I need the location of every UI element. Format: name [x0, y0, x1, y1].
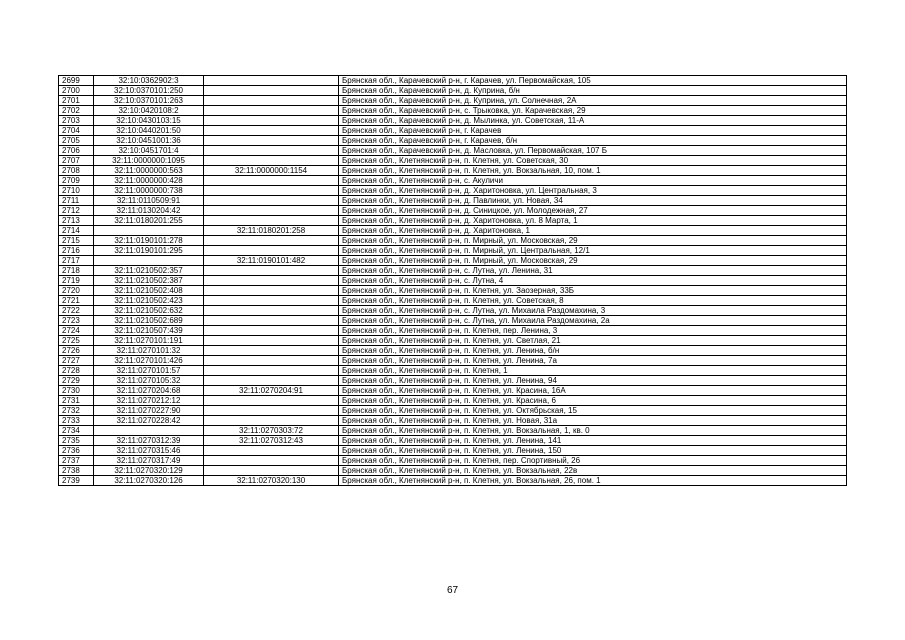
related-cadastral-number-cell [204, 186, 339, 196]
address-cell: Брянская обл., Клетнянский р-н, п. Клетня, ул. Ленина, 94 [339, 376, 847, 386]
cadastral-number-cell: 32:11:0270227:90 [94, 406, 204, 416]
related-cadastral-number-cell [204, 316, 339, 326]
address-cell: Брянская обл., Клетнянский р-н, п. Клетня, ул. Вокзальная, 1, кв. 0 [339, 426, 847, 436]
address-cell: Брянская обл., Клетнянский р-н, с. Акуличи [339, 176, 847, 186]
cadastral-number-cell: 32:11:0210502:689 [94, 316, 204, 326]
address-cell: Брянская обл., Клетнянский р-н, п. Клетня, ул. Советская, 30 [339, 156, 847, 166]
row-number-cell: 2722 [59, 306, 94, 316]
address-cell: Брянская обл., Клетнянский р-н, с. Лутна, 4 [339, 276, 847, 286]
cadastral-number-cell: 32:10:0451001:36 [94, 136, 204, 146]
table-row [59, 326, 847, 336]
cadastral-number-cell: 32:10:0370101:250 [94, 86, 204, 96]
related-cadastral-number-cell [204, 206, 339, 216]
address-cell: Брянская обл., Карачевский р-н, д. Масловка, ул. Первомайская, 107 Б [339, 146, 847, 156]
row-number-cell: 2736 [59, 446, 94, 456]
table-row [59, 116, 847, 126]
row-number-cell: 2713 [59, 216, 94, 226]
row-number-cell: 2720 [59, 286, 94, 296]
table-row [59, 276, 847, 286]
table-row [59, 346, 847, 356]
table-row [59, 126, 847, 136]
row-number-cell: 2702 [59, 106, 94, 116]
cadastral-number-cell: 32:11:0270315:46 [94, 446, 204, 456]
cadastral-number-cell: 32:11:0210502:423 [94, 296, 204, 306]
row-number-cell: 2727 [59, 356, 94, 366]
address-cell: Брянская обл., Клетнянский р-н, п. Клетня, ул. Красина, 16А [339, 386, 847, 396]
cadastral-number-cell: 32:11:0270317:49 [94, 456, 204, 466]
related-cadastral-number-cell: 32:11:0270204:91 [204, 386, 339, 396]
row-number-cell: 2728 [59, 366, 94, 376]
table-row [59, 146, 847, 156]
address-cell: Брянская обл., Клетнянский р-н, д. Синицкое, ул. Молодежная, 27 [339, 206, 847, 216]
table-row [59, 456, 847, 466]
table-row [59, 366, 847, 376]
table-row [59, 406, 847, 416]
address-cell: Брянская обл., Карачевский р-н, д. Куприна, ул. Солнечная, 2А [339, 96, 847, 106]
related-cadastral-number-cell [204, 296, 339, 306]
address-cell: Брянская обл., Карачевский р-н, д. Куприна, б/н [339, 86, 847, 96]
cadastral-number-cell: 32:11:0210502:632 [94, 306, 204, 316]
table-row [59, 376, 847, 386]
table-row [59, 196, 847, 206]
related-cadastral-number-cell: 32:11:0270312:43 [204, 436, 339, 446]
row-number-cell: 2723 [59, 316, 94, 326]
cadastral-number-cell: 32:11:0270320:126 [94, 476, 204, 486]
address-cell: Брянская обл., Клетнянский р-н, с. Лутна, ул. Михаила Раздомахина, 3 [339, 306, 847, 316]
cadastral-number-cell: 32:11:0270105:32 [94, 376, 204, 386]
table-row [59, 106, 847, 116]
address-cell: Брянская обл., Клетнянский р-н, с. Лутна, ул. Михаила Раздомахина, 2а [339, 316, 847, 326]
cadastral-number-cell: 32:10:0430103:15 [94, 116, 204, 126]
related-cadastral-number-cell [204, 156, 339, 166]
cadastral-number-cell: 32:11:0210502:357 [94, 266, 204, 276]
cadastral-number-cell: 32:10:0362902:3 [94, 76, 204, 86]
row-number-cell: 2725 [59, 336, 94, 346]
address-cell: Брянская обл., Клетнянский р-н, п. Мирный, ул. Центральная, 12/1 [339, 246, 847, 256]
related-cadastral-number-cell: 32:11:0270320:130 [204, 476, 339, 486]
address-cell: Брянская обл., Клетнянский р-н, д. Харитоновка, ул. 8 Марта, 1 [339, 216, 847, 226]
table-row [59, 446, 847, 456]
row-number-cell: 2717 [59, 256, 94, 266]
cadastral-number-cell [94, 426, 204, 436]
row-number-cell: 2701 [59, 96, 94, 106]
related-cadastral-number-cell [204, 366, 339, 376]
address-cell: Брянская обл., Клетнянский р-н, п. Мирный, ул. Московская, 29 [339, 236, 847, 246]
table-row [59, 416, 847, 426]
related-cadastral-number-cell [204, 306, 339, 316]
row-number-cell: 2703 [59, 116, 94, 126]
address-cell: Брянская обл., Клетнянский р-н, с. Лутна, ул. Ленина, 31 [339, 266, 847, 276]
related-cadastral-number-cell [204, 236, 339, 246]
row-number-cell: 2711 [59, 196, 94, 206]
row-number-cell: 2704 [59, 126, 94, 136]
address-cell: Брянская обл., Клетнянский р-н, п. Клетня, ул. Красина, 6 [339, 396, 847, 406]
cadastral-number-cell: 32:11:0000000:428 [94, 176, 204, 186]
row-number-cell: 2734 [59, 426, 94, 436]
related-cadastral-number-cell [204, 216, 339, 226]
row-number-cell: 2732 [59, 406, 94, 416]
table-row [59, 266, 847, 276]
cadastral-number-cell: 32:10:0440201:50 [94, 126, 204, 136]
registry-table-body [59, 76, 847, 486]
row-number-cell: 2726 [59, 346, 94, 356]
address-cell: Брянская обл., Клетнянский р-н, п. Клетня, ул. Ленина, 141 [339, 436, 847, 446]
address-cell: Брянская обл., Карачевский р-н, г. Карачев, ул. Первомайская, 105 [339, 76, 847, 86]
related-cadastral-number-cell [204, 416, 339, 426]
address-cell: Брянская обл., Клетнянский р-н, п. Клетня, ул. Светлая, 21 [339, 336, 847, 346]
table-row [59, 136, 847, 146]
cadastral-number-cell: 32:11:0270101:426 [94, 356, 204, 366]
table-row [59, 166, 847, 176]
row-number-cell: 2733 [59, 416, 94, 426]
address-cell: Брянская обл., Клетнянский р-н, п. Клетня, ул. Ленина, 150 [339, 446, 847, 456]
table-row [59, 386, 847, 396]
related-cadastral-number-cell [204, 116, 339, 126]
related-cadastral-number-cell [204, 446, 339, 456]
cadastral-number-cell: 32:11:0270101:32 [94, 346, 204, 356]
related-cadastral-number-cell [204, 106, 339, 116]
cadastral-number-cell: 32:11:0270101:191 [94, 336, 204, 346]
cadastral-number-cell: 32:11:0270204:68 [94, 386, 204, 396]
row-number-cell: 2710 [59, 186, 94, 196]
row-number-cell: 2707 [59, 156, 94, 166]
related-cadastral-number-cell [204, 176, 339, 186]
related-cadastral-number-cell [204, 376, 339, 386]
related-cadastral-number-cell [204, 196, 339, 206]
table-row [59, 236, 847, 246]
related-cadastral-number-cell [204, 336, 339, 346]
related-cadastral-number-cell [204, 466, 339, 476]
table-row [59, 176, 847, 186]
address-cell: Брянская обл., Карачевский р-н, с. Трыковка, ул. Карачевская, 29 [339, 106, 847, 116]
table-row [59, 216, 847, 226]
table-row [59, 186, 847, 196]
address-cell: Брянская обл., Клетнянский р-н, д. Павлинки, ул. Новая, 34 [339, 196, 847, 206]
cadastral-number-cell: 32:11:0000000:563 [94, 166, 204, 176]
cadastral-number-cell: 32:11:0190101:295 [94, 246, 204, 256]
row-number-cell: 2730 [59, 386, 94, 396]
row-number-cell: 2735 [59, 436, 94, 446]
cadastral-number-cell [94, 256, 204, 266]
cadastral-number-cell: 32:11:0270312:39 [94, 436, 204, 446]
table-row [59, 436, 847, 446]
cadastral-number-cell: 32:11:0000000:738 [94, 186, 204, 196]
table-row [59, 96, 847, 106]
related-cadastral-number-cell [204, 86, 339, 96]
related-cadastral-number-cell [204, 346, 339, 356]
table-row [59, 316, 847, 326]
table-row [59, 306, 847, 316]
table-row [59, 226, 847, 236]
related-cadastral-number-cell [204, 266, 339, 276]
row-number-cell: 2706 [59, 146, 94, 156]
table-row [59, 396, 847, 406]
row-number-cell: 2699 [59, 76, 94, 86]
cadastral-number-cell: 32:11:0210502:387 [94, 276, 204, 286]
related-cadastral-number-cell [204, 456, 339, 466]
related-cadastral-number-cell [204, 326, 339, 336]
related-cadastral-number-cell [204, 136, 339, 146]
related-cadastral-number-cell [204, 406, 339, 416]
related-cadastral-number-cell [204, 96, 339, 106]
row-number-cell: 2724 [59, 326, 94, 336]
page-number: 67 [446, 585, 459, 596]
table-row [59, 76, 847, 86]
cadastral-number-cell: 32:11:0180201:255 [94, 216, 204, 226]
table-row [59, 356, 847, 366]
cadastral-number-cell: 32:11:0130204:42 [94, 206, 204, 216]
related-cadastral-number-cell [204, 286, 339, 296]
address-cell: Брянская обл., Клетнянский р-н, п. Клетня, ул. Новая, 31а [339, 416, 847, 426]
row-number-cell: 2705 [59, 136, 94, 146]
address-cell: Брянская обл., Клетнянский р-н, п. Мирный, ул. Московская, 29 [339, 256, 847, 266]
table-row [59, 476, 847, 486]
table-row [59, 286, 847, 296]
table-row [59, 86, 847, 96]
address-cell: Брянская обл., Клетнянский р-н, п. Клетня, ул. Ленина, 7а [339, 356, 847, 366]
row-number-cell: 2738 [59, 466, 94, 476]
related-cadastral-number-cell [204, 276, 339, 286]
cadastral-number-cell: 32:11:0000000:1095 [94, 156, 204, 166]
row-number-cell: 2716 [59, 246, 94, 256]
address-cell: Брянская обл., Карачевский р-н, д. Мылинка, ул. Советская, 11-А [339, 116, 847, 126]
address-cell: Брянская обл., Клетнянский р-н, п. Клетня, ул. Ленина, б/н [339, 346, 847, 356]
row-number-cell: 2718 [59, 266, 94, 276]
cadastral-number-cell [94, 226, 204, 236]
related-cadastral-number-cell: 32:11:0000000:1154 [204, 166, 339, 176]
row-number-cell: 2721 [59, 296, 94, 306]
property-registry-table [58, 75, 847, 486]
table-row [59, 156, 847, 166]
related-cadastral-number-cell [204, 396, 339, 406]
address-cell: Брянская обл., Клетнянский р-н, п. Клетня, ул. Заозерная, 33Б [339, 286, 847, 296]
table-row [59, 336, 847, 346]
cadastral-number-cell: 32:11:0270320:129 [94, 466, 204, 476]
row-number-cell: 2700 [59, 86, 94, 96]
cadastral-number-cell: 32:11:0190101:278 [94, 236, 204, 246]
related-cadastral-number-cell [204, 246, 339, 256]
cadastral-number-cell: 32:10:0451701:4 [94, 146, 204, 156]
row-number-cell: 2737 [59, 456, 94, 466]
related-cadastral-number-cell [204, 146, 339, 156]
table-row [59, 426, 847, 436]
address-cell: Брянская обл., Клетнянский р-н, п. Клетня, ул. Октябрьская, 15 [339, 406, 847, 416]
cadastral-number-cell: 32:11:0210502:408 [94, 286, 204, 296]
address-cell: Брянская обл., Клетнянский р-н, д. Харитоновка, 1 [339, 226, 847, 236]
cadastral-number-cell: 32:10:0420108:2 [94, 106, 204, 116]
address-cell: Брянская обл., Клетнянский р-н, п. Клетня, ул. Вокзальная, 26, пом. 1 [339, 476, 847, 486]
table-row [59, 466, 847, 476]
row-number-cell: 2712 [59, 206, 94, 216]
related-cadastral-number-cell [204, 76, 339, 86]
table-row [59, 296, 847, 306]
address-cell: Брянская обл., Карачевский р-н, г. Карачев, б/н [339, 136, 847, 146]
address-cell: Брянская обл., Клетнянский р-н, п. Клетня, ул. Советская, 8 [339, 296, 847, 306]
cadastral-number-cell: 32:11:0270101:57 [94, 366, 204, 376]
row-number-cell: 2739 [59, 476, 94, 486]
table-row [59, 206, 847, 216]
address-cell: Брянская обл., Карачевский р-н, г. Карачев [339, 126, 847, 136]
table-row [59, 256, 847, 266]
row-number-cell: 2714 [59, 226, 94, 236]
row-number-cell: 2708 [59, 166, 94, 176]
related-cadastral-number-cell: 32:11:0180201:258 [204, 226, 339, 236]
cadastral-number-cell: 32:11:0210507:439 [94, 326, 204, 336]
address-cell: Брянская обл., Клетнянский р-н, п. Клетня, пер. Спортивный, 26 [339, 456, 847, 466]
address-cell: Брянская обл., Клетнянский р-н, п. Клетня, 1 [339, 366, 847, 376]
address-cell: Брянская обл., Клетнянский р-н, п. Клетня, ул. Вокзальная, 22в [339, 466, 847, 476]
cadastral-number-cell: 32:11:0270212:12 [94, 396, 204, 406]
cadastral-number-cell: 32:11:0270228:42 [94, 416, 204, 426]
related-cadastral-number-cell [204, 356, 339, 366]
row-number-cell: 2709 [59, 176, 94, 186]
row-number-cell: 2731 [59, 396, 94, 406]
related-cadastral-number-cell [204, 126, 339, 136]
related-cadastral-number-cell: 32:11:0190101:482 [204, 256, 339, 266]
address-cell: Брянская обл., Клетнянский р-н, п. Клетня, пер. Ленина, 3 [339, 326, 847, 336]
related-cadastral-number-cell: 32:11:0270303:72 [204, 426, 339, 436]
row-number-cell: 2719 [59, 276, 94, 286]
address-cell: Брянская обл., Клетнянский р-н, д. Харитоновка, ул. Центральная, 3 [339, 186, 847, 196]
row-number-cell: 2715 [59, 236, 94, 246]
cadastral-number-cell: 32:11:0110509:91 [94, 196, 204, 206]
cadastral-number-cell: 32:10:0370101:263 [94, 96, 204, 106]
row-number-cell: 2729 [59, 376, 94, 386]
address-cell: Брянская обл., Клетнянский р-н, п. Клетня, ул. Вокзальная, 10, пом. 1 [339, 166, 847, 176]
table-row [59, 246, 847, 256]
